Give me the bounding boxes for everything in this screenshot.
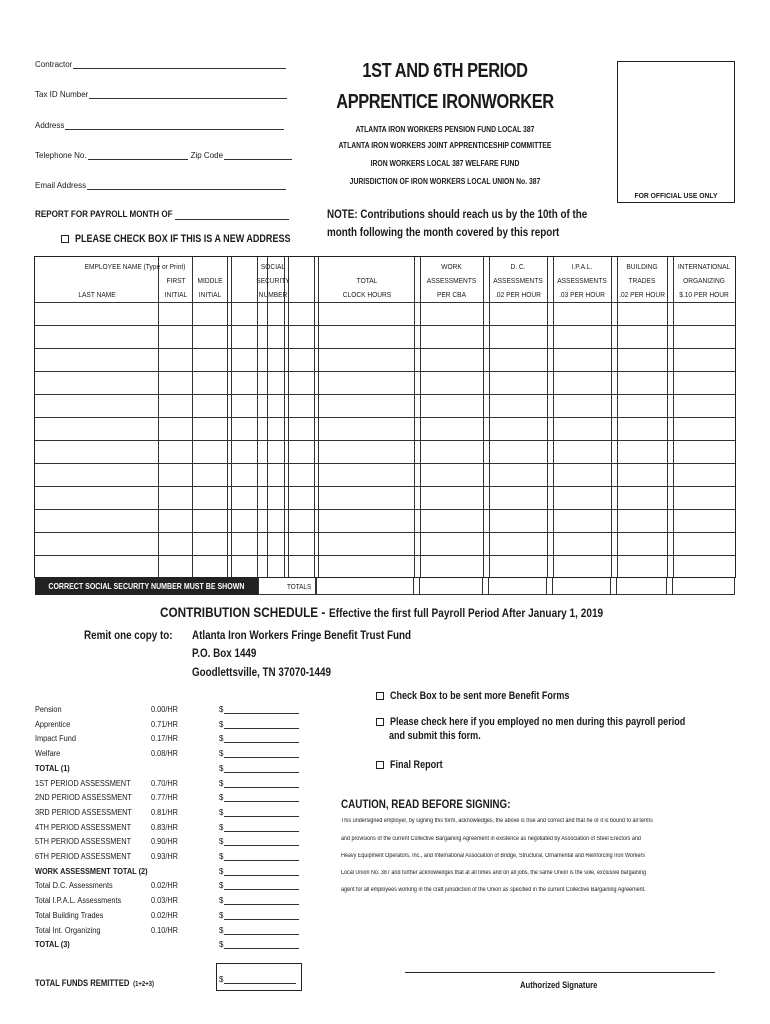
col-ssn-3: NUMBER — [258, 290, 288, 299]
schedule-item-rate: 0.03/HR — [151, 896, 179, 905]
col-ssn-2: SECURITY — [256, 276, 290, 285]
new-address-checkbox[interactable] — [61, 235, 69, 243]
total-funds-label-group — [35, 973, 154, 991]
dollar-sign: $ — [219, 881, 224, 890]
col-ssn-1: SOCIAL — [260, 262, 286, 271]
tax-id-label: Tax ID Number — [35, 90, 89, 99]
no-men-label-1: Please check here if you employed no men during this payroll period — [390, 716, 686, 728]
col-dc-1: D. C. — [510, 262, 526, 271]
col-work-2: ASSESSMENTS — [426, 276, 477, 285]
signature-label: Authorized Signature — [520, 980, 598, 990]
remit-address-1: Atlanta Iron Workers Fringe Benefit Trust Fund — [192, 628, 412, 642]
col-ipal-1: I.P.A.L. — [571, 262, 593, 271]
schedule-item-label: Apprentice — [35, 720, 71, 729]
dollar-sign: $ — [219, 705, 224, 714]
schedule-item-rate: 0.83/HR — [151, 823, 179, 832]
email-label: Email Address — [35, 181, 87, 190]
new-address-label: PLEASE CHECK BOX IF THIS IS A NEW ADDRESS — [75, 233, 291, 245]
schedule-heading — [160, 604, 603, 622]
amount-input-line[interactable] — [224, 881, 299, 890]
caution-line-4: Local Union No. 387 and further acknowledges that at all times and on all jobs, the same Union is the sole, exclusive bargaining — [341, 870, 646, 876]
dollar-sign: $ — [219, 837, 224, 846]
subtitle-pension-fund: ATLANTA IRON WORKERS PENSION FUND LOCAL 387 — [355, 125, 535, 134]
totals-label-cell — [258, 578, 316, 595]
dollar-sign: $ — [219, 926, 224, 935]
form-title-line1: 1ST AND 6TH PERIOD — [362, 60, 528, 82]
schedule-item-amount[interactable] — [219, 749, 299, 758]
schedule-item-amount[interactable] — [219, 867, 299, 876]
col-bt-2: TRADES — [628, 276, 656, 285]
col-bt-3: .02 PER HOUR — [619, 290, 665, 299]
email-input-line[interactable] — [87, 181, 286, 190]
schedule-item-rate: 0.70/HR — [151, 779, 179, 788]
correct-ssn-banner — [35, 578, 258, 595]
dollar-sign: $ — [219, 940, 224, 949]
col-dc-3: .02 PER HOUR — [495, 290, 541, 299]
official-use-box — [617, 61, 735, 203]
total-funds-box[interactable] — [216, 963, 302, 991]
schedule-item-amount[interactable] — [219, 911, 299, 920]
col-work-1: WORK — [441, 262, 462, 271]
schedule-item-rate: 0.02/HR — [151, 881, 179, 890]
address-input-line[interactable] — [65, 121, 284, 130]
schedule-item-label: 6TH PERIOD ASSESSMENT — [35, 852, 132, 861]
dollar-sign: $ — [219, 911, 224, 920]
note-line1: NOTE: Contributions should reach us by the 10th of the — [327, 207, 588, 221]
tax-id-input-line[interactable] — [89, 90, 287, 99]
schedule-item-label: Welfare — [35, 749, 61, 758]
caution-line-5: agent for all employees working in the craft jurisdiction of the Union as specified in the current Collective Bargaining Agreement. — [341, 887, 646, 893]
more-forms-label: Check Box to be sent more Benefit Forms — [390, 690, 570, 702]
amount-input-line[interactable] — [224, 911, 299, 920]
employee-table — [34, 256, 736, 578]
amount-input-line[interactable] — [224, 823, 299, 832]
schedule-item-amount[interactable] — [219, 734, 299, 743]
schedule-item-amount[interactable] — [219, 852, 299, 861]
correct-ssn-text: CORRECT SOCIAL SECURITY NUMBER MUST BE SHOWN — [48, 582, 245, 591]
col-employee-name: EMPLOYEE NAME (Type or Print) — [84, 262, 186, 271]
remit-address-2: P.O. Box 1449 — [192, 646, 257, 660]
more-forms-checkbox[interactable] — [376, 692, 384, 700]
new-address-option[interactable] — [61, 229, 338, 247]
col-bt-1: BUILDING — [626, 262, 658, 271]
telephone-label: Telephone No. — [35, 151, 87, 160]
total-funds-label: TOTAL FUNDS REMITTED — [35, 978, 130, 988]
note-line2: month following the month covered by this report — [327, 225, 560, 239]
caution-line-1: This undersigned employer, by signing this form, acknowledges, the above is true and correct and that he or it is bound to all terms — [341, 818, 653, 824]
schedule-item-label: 4TH PERIOD ASSESSMENT — [35, 823, 132, 832]
amount-input-line[interactable] — [224, 734, 299, 743]
dollar-sign: $ — [219, 779, 224, 788]
total-funds-formula: (1+2+3) — [133, 981, 154, 988]
col-io-1: INTERNATIONAL — [677, 262, 731, 271]
subtitle-welfare-fund: IRON WORKERS LOCAL 387 WELFARE FUND — [370, 159, 520, 168]
caution-line-3: Heavy Equipment Operators, Inc., and International Association of Bridge, Structural, Ornamental and Reinforcing Iron Workers — [341, 853, 645, 859]
col-last-name: LAST NAME — [78, 290, 116, 299]
schedule-item-rate: 0.10/HR — [151, 926, 179, 935]
amount-input-line[interactable] — [224, 940, 299, 949]
col-dc-2: ASSESSMENTS — [493, 276, 543, 285]
schedule-item-label: 3RD PERIOD ASSESSMENT — [35, 808, 132, 817]
address-field[interactable] — [35, 121, 284, 130]
schedule-item-amount[interactable] — [219, 926, 299, 935]
schedule-item-rate: 0.08/HR — [151, 749, 179, 758]
dollar-sign: $ — [219, 852, 224, 861]
contractor-input-line[interactable] — [73, 60, 286, 69]
form-title-line2: APPRENTICE IRONWORKER — [336, 91, 554, 113]
schedule-item-rate: 0.02/HR — [151, 911, 179, 920]
email-field[interactable] — [35, 181, 286, 190]
schedule-item-amount[interactable] — [219, 764, 299, 773]
more-forms-option[interactable] — [376, 686, 609, 704]
dollar-sign: $ — [219, 734, 224, 743]
amount-input-line[interactable] — [224, 926, 299, 935]
schedule-item-amount[interactable] — [219, 793, 299, 802]
schedule-item-label: TOTAL (3) — [35, 940, 70, 949]
schedule-item-amount[interactable] — [219, 837, 299, 846]
schedule-item-rate: 0.93/HR — [151, 852, 179, 861]
subtitle-jurisdiction: JURISDICTION OF IRON WORKERS LOCAL UNION No. 387 — [349, 177, 541, 186]
amount-input-line[interactable] — [224, 852, 299, 861]
schedule-heading-bold: CONTRIBUTION SCHEDULE - — [160, 604, 326, 620]
contractor-label: Contractor — [35, 60, 73, 69]
col-middle-initial-2: INITIAL — [198, 290, 222, 299]
schedule-item-label: 2ND PERIOD ASSESSMENT — [35, 793, 132, 802]
col-first-initial-2: INITIAL — [164, 290, 188, 299]
schedule-item-label: Total D.C. Assessments — [35, 881, 113, 890]
schedule-item-label: 1ST PERIOD ASSESSMENT — [35, 779, 131, 788]
subtitle-apprenticeship: ATLANTA IRON WORKERS JOINT APPRENTICESHIP COMMITTEE — [338, 141, 552, 150]
payroll-month-label: REPORT FOR PAYROLL MONTH OF — [35, 209, 173, 220]
final-report-option[interactable] — [376, 755, 454, 773]
official-use-label: FOR OFFICIAL USE ONLY — [634, 191, 718, 200]
final-report-checkbox[interactable] — [376, 761, 384, 769]
schedule-item-rate: 0.90/HR — [151, 837, 179, 846]
payroll-month-input-line[interactable] — [175, 210, 289, 220]
amount-input-line[interactable] — [224, 764, 299, 773]
signature-line[interactable] — [405, 972, 715, 973]
amount-input-line[interactable] — [224, 793, 299, 802]
schedule-item-label: 5TH PERIOD ASSESSMENT — [35, 837, 132, 846]
amount-input-line[interactable] — [224, 720, 299, 729]
totals-label: TOTALS — [287, 582, 312, 591]
schedule-item-amount[interactable] — [219, 896, 299, 905]
no-men-option[interactable] — [376, 712, 750, 730]
schedule-item-rate: 0.71/HR — [151, 720, 179, 729]
col-ipal-3: .03 PER HOUR — [559, 290, 605, 299]
dollar-sign: $ — [219, 867, 224, 876]
total-funds-input-line[interactable] — [224, 975, 296, 984]
schedule-item-amount[interactable] — [219, 705, 299, 714]
col-work-3: PER CBA — [437, 290, 466, 299]
amount-input-line[interactable] — [224, 779, 299, 788]
contractor-field[interactable] — [35, 60, 286, 69]
col-ipal-2: ASSESSMENTS — [557, 276, 607, 285]
caution-heading: CAUTION, READ BEFORE SIGNING: — [341, 797, 511, 811]
schedule-item-amount[interactable] — [219, 823, 299, 832]
no-men-label-2: and submit this form. — [389, 730, 481, 742]
dollar-sign: $ — [219, 808, 224, 817]
col-hours-2: CLOCK HOURS — [342, 290, 392, 299]
schedule-item-label: Total Int. Organizing — [35, 926, 101, 935]
schedule-item-amount[interactable] — [219, 881, 299, 890]
dollar-sign: $ — [219, 720, 224, 729]
dollar-sign: $ — [219, 764, 224, 773]
schedule-item-rate: 0.77/HR — [151, 793, 179, 802]
totals-row[interactable] — [316, 578, 735, 595]
zip-label: Zip Code — [190, 151, 224, 160]
schedule-item-amount[interactable] — [219, 720, 299, 729]
tax-id-field[interactable] — [35, 90, 287, 99]
schedule-item-rate: 0.17/HR — [151, 734, 179, 743]
remit-address-3: Goodlettsville, TN 37070-1449 — [192, 665, 331, 679]
col-hours-1: TOTAL — [356, 276, 378, 285]
final-report-label: Final Report — [390, 759, 443, 771]
schedule-item-label: Total I.P.A.L. Assessments — [35, 896, 122, 905]
col-middle-initial-1: MIDDLE — [197, 276, 223, 285]
schedule-item-rate: 0.81/HR — [151, 808, 179, 817]
col-io-2: ORGANIZING — [683, 276, 725, 285]
telephone-field[interactable] — [35, 151, 292, 160]
dollar-sign: $ — [219, 823, 224, 832]
amount-input-line[interactable] — [224, 749, 299, 758]
schedule-item-amount[interactable] — [219, 940, 299, 949]
col-first-initial-1: FIRST — [166, 276, 186, 285]
col-io-3: $.10 PER HOUR — [679, 290, 729, 299]
schedule-item-label: Pension — [35, 705, 62, 714]
total-funds-dollar: $ — [219, 975, 224, 984]
schedule-item-rate: 0.00/HR — [151, 705, 179, 714]
schedule-item-amount[interactable] — [219, 808, 299, 817]
dollar-sign: $ — [219, 749, 224, 758]
amount-input-line[interactable] — [224, 896, 299, 905]
no-men-checkbox[interactable] — [376, 718, 384, 726]
amount-input-line[interactable] — [224, 705, 299, 714]
dollar-sign: $ — [219, 793, 224, 802]
schedule-heading-rest: Effective the first full Payroll Period After January 1, 2019 — [329, 606, 604, 620]
amount-input-line[interactable] — [224, 867, 299, 876]
remit-label: Remit one copy to: — [84, 628, 173, 642]
telephone-input-line[interactable] — [88, 151, 188, 160]
amount-input-line[interactable] — [224, 837, 299, 846]
payroll-month-field[interactable] — [35, 209, 289, 220]
address-label: Address — [35, 121, 65, 130]
caution-line-2: and provisions of the current Collective Bargaining Agreement in existence as negotiated by Association of Steel Erectors and — [341, 836, 641, 842]
dollar-sign: $ — [219, 896, 224, 905]
schedule-item-label: Total Building Trades — [35, 911, 104, 920]
zip-input-line[interactable] — [224, 151, 292, 160]
schedule-item-label: TOTAL (1) — [35, 764, 70, 773]
schedule-item-label: Impact Fund — [35, 734, 76, 743]
schedule-item-amount[interactable] — [219, 779, 299, 788]
amount-input-line[interactable] — [224, 808, 299, 817]
schedule-item-label: WORK ASSESSMENT TOTAL (2) — [35, 867, 148, 876]
